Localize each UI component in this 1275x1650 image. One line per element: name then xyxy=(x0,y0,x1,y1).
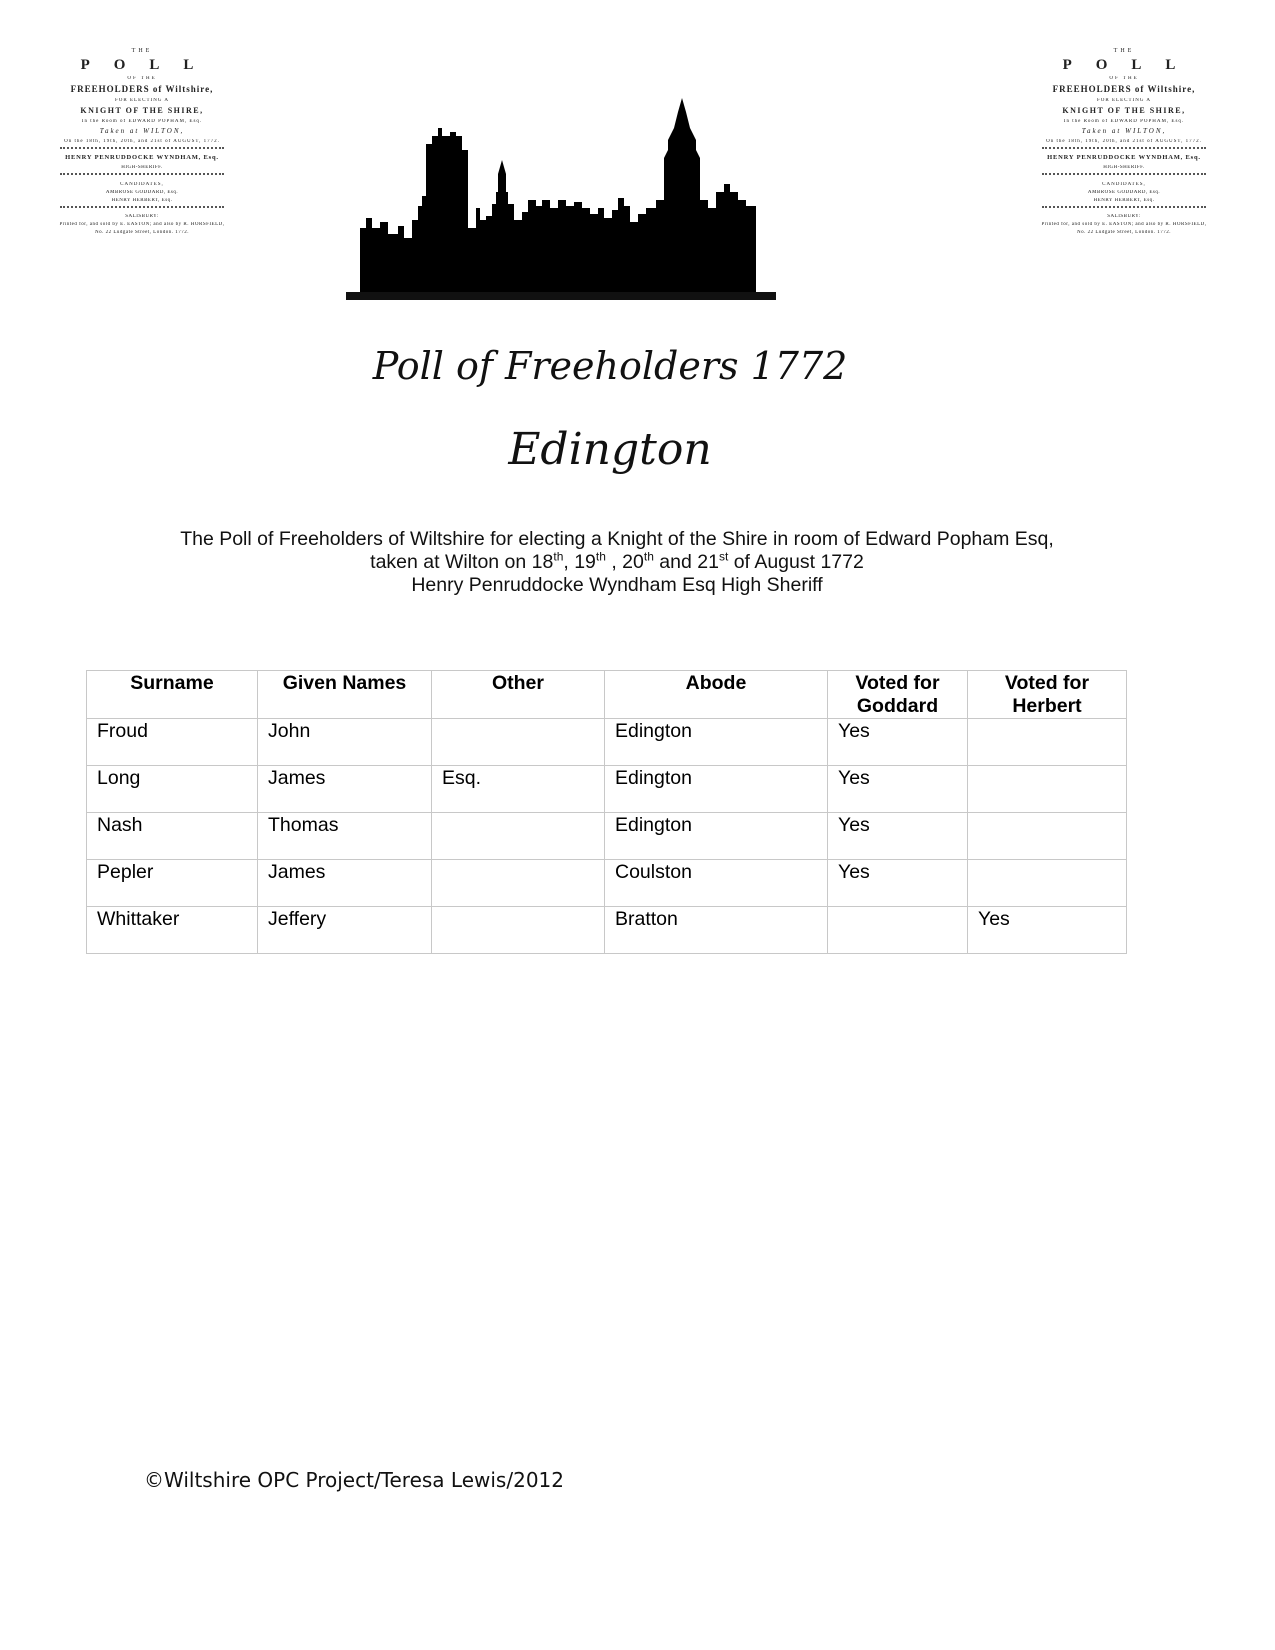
divider xyxy=(60,147,224,152)
title-page-text: On the 18th, 19th, 20th, and 21st of AUGUST, 1772. xyxy=(64,139,220,144)
table-header-row xyxy=(87,671,1127,719)
cell-voted-herbert xyxy=(968,766,1127,813)
title-page-text: CANDIDATES, xyxy=(1102,181,1146,187)
title-page-text: HIGH-SHERIFF. xyxy=(1103,164,1145,170)
cell-voted-goddard xyxy=(828,907,968,954)
title-page-text: FREEHOLDERS of Wiltshire, xyxy=(70,85,214,94)
cell-voted-goddard: Yes xyxy=(828,719,968,766)
cell-abode: Edington xyxy=(605,766,828,813)
cell-surname: Froud xyxy=(87,719,258,766)
title-page-text: HENRY HERBERT, Esq. xyxy=(1093,197,1155,203)
cell-other xyxy=(432,907,605,954)
divider xyxy=(60,173,224,178)
title-page-text: KNIGHT OF THE SHIRE, xyxy=(1062,107,1186,115)
title-page-text: HIGH-SHERIFF. xyxy=(121,164,163,170)
title-page-text: Taken at WILTON, xyxy=(1081,128,1167,135)
copyright-footer: ©Wiltshire OPC Project/Teresa Lewis/2012 xyxy=(144,1468,564,1492)
cell-abode: Bratton xyxy=(605,907,828,954)
column-header-voted-herbert: Voted for Herbert xyxy=(968,671,1127,719)
title-page-text: Printed for, and sold by E. EASTON; and also by R. HORSFIELD, xyxy=(1041,221,1207,227)
title-page-text: THE xyxy=(131,48,153,54)
title-page-text: OF THE xyxy=(1109,76,1139,81)
column-header-surname: Surname xyxy=(87,671,258,719)
cell-surname: Whittaker xyxy=(87,907,258,954)
title-page-text: SALISBURY: xyxy=(125,213,159,219)
title-page-text: OF THE xyxy=(127,76,157,81)
table-row xyxy=(87,813,1127,860)
cell-given-names: Jeffery xyxy=(258,907,432,954)
ordinal-suffix: st xyxy=(718,549,729,564)
intro-dates-line xyxy=(0,551,1234,574)
title-page-text: HENRY PENRUDDOCKE WYNDHAM, Esq. xyxy=(65,155,219,161)
cell-surname: Pepler xyxy=(87,860,258,907)
ordinal-suffix: th xyxy=(643,549,654,564)
column-header-other: Other xyxy=(432,671,605,719)
cell-voted-herbert xyxy=(968,860,1127,907)
table-row xyxy=(87,860,1127,907)
title-page-text: POLL xyxy=(80,58,218,73)
title-page-text: KNIGHT OF THE SHIRE, xyxy=(80,107,204,115)
cell-given-names: James xyxy=(258,766,432,813)
title-page-image-right xyxy=(1036,46,1212,286)
intro-text: of August 1772 xyxy=(728,551,864,573)
divider xyxy=(60,206,224,211)
title-page-text: FOR ELECTING A xyxy=(115,98,169,103)
cell-other: Esq. xyxy=(432,766,605,813)
title-page-text: HENRY PENRUDDOCKE WYNDHAM, Esq. xyxy=(1047,155,1201,161)
title-page-text: Printed for, and sold by E. EASTON; and also by R. HORSFIELD, xyxy=(59,221,225,227)
cell-voted-herbert: Yes xyxy=(968,907,1127,954)
title-page-text: POLL xyxy=(1062,58,1200,73)
title-page-text: HENRY HERBERT, Esq. xyxy=(111,197,173,203)
column-header-given-names: Given Names xyxy=(258,671,432,719)
cell-voted-herbert xyxy=(968,719,1127,766)
table-row xyxy=(87,719,1127,766)
ordinal-suffix: th xyxy=(553,549,564,564)
cell-abode: Edington xyxy=(605,813,828,860)
cell-voted-goddard: Yes xyxy=(828,813,968,860)
title-page-text: In the Room of EDWARD POPHAM, Esq. xyxy=(1063,119,1185,124)
cell-voted-goddard: Yes xyxy=(828,766,968,813)
column-header-voted-goddard: Voted for Goddard xyxy=(828,671,968,719)
ordinal-suffix: th xyxy=(595,549,606,564)
title-page-text: THE xyxy=(1113,48,1135,54)
cell-surname: Long xyxy=(87,766,258,813)
cell-given-names: James xyxy=(258,860,432,907)
divider xyxy=(1042,173,1206,178)
title-page-text: No. 22 Ludgate Street, London. 1772. xyxy=(1077,229,1171,235)
intro-text: , 19 xyxy=(563,551,596,573)
poll-table xyxy=(86,670,1127,954)
column-header-abode: Abode xyxy=(605,671,828,719)
title-page-text: CANDIDATES, xyxy=(120,181,164,187)
cell-given-names: John xyxy=(258,719,432,766)
divider xyxy=(1042,206,1206,211)
parliament-skyline-image xyxy=(346,88,776,300)
title-page-text: Taken at WILTON, xyxy=(99,128,185,135)
table-row xyxy=(87,766,1127,813)
cell-given-names: Thomas xyxy=(258,813,432,860)
intro-line: Henry Penruddocke Wyndham Esq High Sheriff xyxy=(411,574,823,596)
title-page-text: AMBROSE GODDARD, Esq. xyxy=(1087,189,1161,195)
cell-voted-herbert xyxy=(968,813,1127,860)
cell-abode: Edington xyxy=(605,719,828,766)
title-page-image-left xyxy=(54,46,230,286)
intro-text: taken at Wilton on 18 xyxy=(370,551,554,573)
cell-surname: Nash xyxy=(87,813,258,860)
title-page-text: In the Room of EDWARD POPHAM, Esq. xyxy=(81,119,203,124)
title-page-text: FREEHOLDERS of Wiltshire, xyxy=(1052,85,1196,94)
intro-text: , 20 xyxy=(605,551,644,573)
page-title: Poll of Freeholders 1772 xyxy=(372,344,848,388)
table-row xyxy=(87,907,1127,954)
parish-title: Edington xyxy=(508,424,712,475)
title-page-text: FOR ELECTING A xyxy=(1097,98,1151,103)
cell-other xyxy=(432,813,605,860)
title-page-text: On the 18th, 19th, 20th, and 21st of AUGUST, 1772. xyxy=(1046,139,1202,144)
title-page-text: SALISBURY: xyxy=(1107,213,1141,219)
title-page-text: AMBROSE GODDARD, Esq. xyxy=(105,189,179,195)
divider xyxy=(1042,147,1206,152)
cell-other xyxy=(432,860,605,907)
intro-paragraph xyxy=(0,528,1234,597)
cell-other xyxy=(432,719,605,766)
intro-line: The Poll of Freeholders of Wiltshire for electing a Knight of the Shire in room of Edward Popham Esq, xyxy=(180,528,1054,550)
cell-voted-goddard: Yes xyxy=(828,860,968,907)
cell-abode: Coulston xyxy=(605,860,828,907)
intro-text: and 21 xyxy=(653,551,719,573)
title-page-text: No. 22 Ludgate Street, London. 1772. xyxy=(95,229,189,235)
